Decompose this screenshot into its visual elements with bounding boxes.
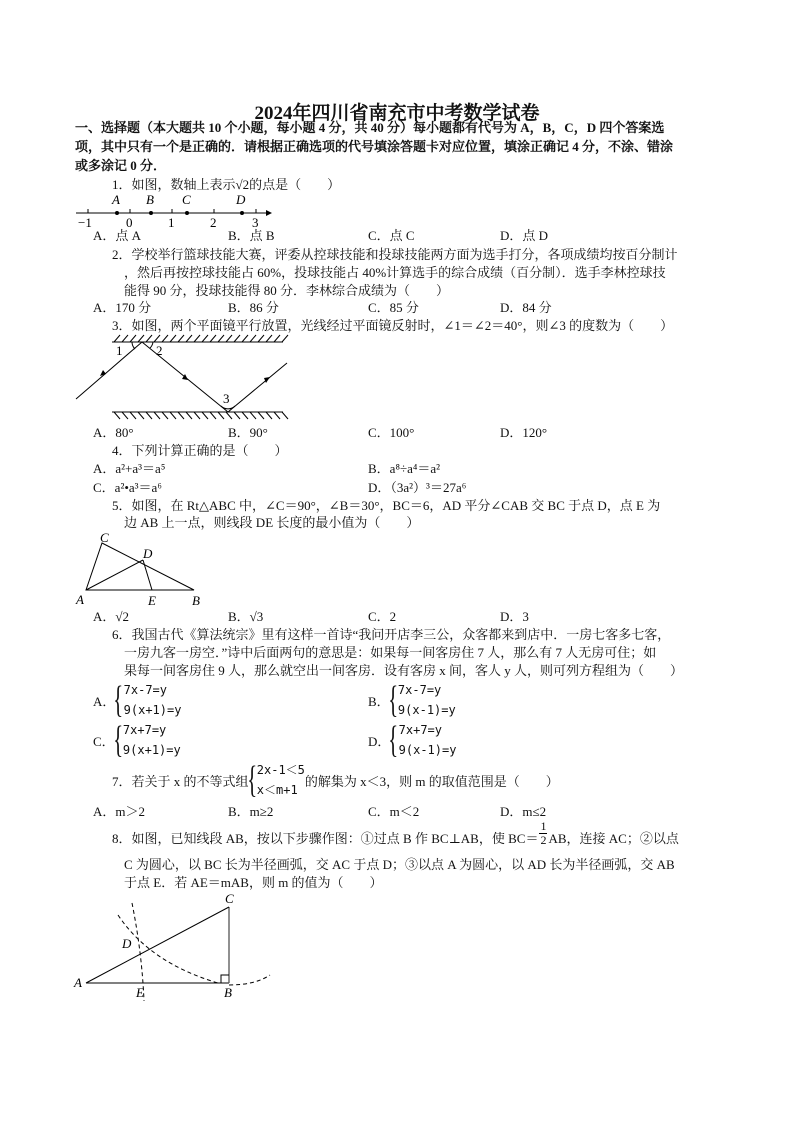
option-d[interactable]: D．m≤2 xyxy=(500,804,547,819)
mirror-hatch xyxy=(154,335,160,342)
brace-icon: { xyxy=(387,679,398,721)
option-b[interactable]: B．86 分 xyxy=(228,300,279,315)
section-instructions-line: 项，其中只有一个是正确的．请根据正确选项的代号填涂答题卡对应位置，填涂正确记 4 分，不涂、错涂 xyxy=(75,139,674,154)
equation: 7x+7=y xyxy=(398,723,442,737)
point-c: C xyxy=(225,891,234,906)
equation: 7x-7=y xyxy=(397,683,442,697)
mirror-hatch xyxy=(210,412,216,419)
equation: 9(x+1)=y xyxy=(123,703,182,717)
mirror-hatch xyxy=(130,412,136,419)
mirror-hatch xyxy=(170,412,176,419)
mirror-hatch xyxy=(282,335,288,342)
mirror-hatch xyxy=(194,335,200,342)
label-c: C xyxy=(182,192,191,207)
label-d: D xyxy=(236,192,246,207)
mirror-hatch xyxy=(242,335,248,342)
option-b[interactable]: B．点 B xyxy=(228,228,275,243)
question-3-stem: 3．如图，两个平面镜平行放置，光线经过平面镜反射时，∠1＝∠2＝40°，则∠3 的度数为（ ） xyxy=(112,318,674,333)
vertex-c: C xyxy=(100,530,109,545)
option-d[interactable]: D．（3a²）³＝27a⁶ xyxy=(368,480,467,495)
section-instructions-line: 或多涂记 0 分． xyxy=(75,158,167,173)
inequality: x＜m+1 xyxy=(256,783,298,797)
option-a[interactable] xyxy=(93,680,181,720)
mirror-hatch xyxy=(266,335,272,342)
point-e: E xyxy=(136,985,144,1000)
label-b: B xyxy=(146,192,154,207)
inequality: 2x-1＜5 xyxy=(256,763,305,777)
question-1-stem: 1．如图，数轴上表示√2的点是（ ） xyxy=(112,177,341,192)
option-b[interactable]: B．√3 xyxy=(228,609,264,624)
stem-text: 8．如图，已知线段 AB，按以下步骤作图：①过点 B 作 BC⊥AB，使 BC＝ xyxy=(112,830,539,846)
mirror-hatch xyxy=(282,412,288,419)
question-4-stem: 4．下列计算正确的是（ ） xyxy=(112,443,288,458)
question-6-stem: 6．我国古代《算法统宗》里有这样一首诗“我问开店李三公，众客都来到店中．一房七客多七客， xyxy=(112,627,671,642)
mirror-hatch xyxy=(146,412,152,419)
option-b[interactable]: B．m≥2 xyxy=(228,804,274,819)
mirror-hatch xyxy=(138,335,144,342)
brace-icon: { xyxy=(113,679,124,721)
mirror-hatch xyxy=(210,335,216,342)
mirror-hatch xyxy=(122,335,128,342)
option-label: B． xyxy=(368,693,390,709)
mirror-hatch xyxy=(234,412,240,419)
mirror-hatch xyxy=(194,412,200,419)
question-7-stem xyxy=(112,760,559,800)
mirror-hatch xyxy=(250,335,256,342)
tick-label: −1 xyxy=(78,215,92,230)
mirror-hatch xyxy=(202,412,208,419)
mirror-hatch xyxy=(178,335,184,342)
mirror-hatch xyxy=(130,335,136,342)
equation: 9(x-1)=y xyxy=(398,743,457,757)
option-c[interactable]: C．点 C xyxy=(368,228,415,243)
mirror-hatch xyxy=(122,412,128,419)
vertex-a: A xyxy=(76,592,84,607)
option-label: C． xyxy=(93,733,115,749)
mirror-hatch xyxy=(274,335,280,342)
tick-label: 2 xyxy=(210,215,217,230)
fraction-denominator: 2 xyxy=(540,833,547,847)
brace-icon: { xyxy=(112,719,123,761)
mirror-hatch xyxy=(162,335,168,342)
mirror-hatch xyxy=(226,335,232,342)
stem-text: 7．若关于 x 的不等式组 xyxy=(112,773,249,789)
question-2-stem: 能得 90 分，投球技能得 80 分．李林综合成绩为（ ） xyxy=(124,283,450,298)
point-b: B xyxy=(224,985,232,1000)
mirror-hatch xyxy=(186,412,192,419)
mirror-hatch xyxy=(186,335,192,342)
option-a[interactable]: A．a²+a³＝a⁵ xyxy=(93,461,166,476)
option-d[interactable]: D．点 D xyxy=(500,228,549,243)
angle-2-label: 2 xyxy=(156,343,163,358)
point-c xyxy=(185,211,189,215)
mirror-hatch xyxy=(114,335,120,342)
equation: 7x+7=y xyxy=(122,723,167,737)
mirror-hatch xyxy=(162,412,168,419)
option-d[interactable]: D．3 xyxy=(500,609,529,624)
brace-icon: { xyxy=(246,759,257,801)
brace-icon: { xyxy=(388,719,399,761)
section-instructions-line: 一、选择题（本大题共 10 个小题，每小题 4 分，共 40 分）每小题都有代号为 A，B，C，D 四个答案选 xyxy=(75,120,665,135)
label-a: A xyxy=(112,192,120,207)
option-a[interactable]: A．80° xyxy=(93,425,134,440)
option-c[interactable]: C．m＜2 xyxy=(368,804,420,819)
mirror-hatch xyxy=(154,412,160,419)
mirror-hatch xyxy=(258,335,264,342)
option-d[interactable] xyxy=(368,720,456,760)
mirror-hatch xyxy=(178,412,184,419)
point-e: E xyxy=(148,593,156,608)
stem-text: 的解集为 x＜3，则 m 的取值范围是（ ） xyxy=(304,773,559,789)
option-c[interactable]: C．85 分 xyxy=(368,300,419,315)
mirror-hatch xyxy=(250,412,256,419)
option-d[interactable]: D．84 分 xyxy=(500,300,552,315)
mirror-hatch xyxy=(218,412,224,419)
equation: 9(x+1)=y xyxy=(122,743,181,757)
tick-label: 3 xyxy=(252,215,259,230)
mirror-hatch xyxy=(226,412,232,419)
angle-1-label: 1 xyxy=(116,343,123,358)
point-d: D xyxy=(122,936,132,951)
point-a: A xyxy=(74,975,82,990)
question-5-stem: 5．如图，在 Rt△ABC 中，∠C＝90°，∠B＝30°，BC＝6，AD 平分∠CAB 交 BC 于点 D，点 E 为 xyxy=(112,498,661,513)
mirror-hatch xyxy=(234,335,240,342)
number-line-figure xyxy=(70,192,270,232)
option-b[interactable]: B．a⁸÷a⁴＝a² xyxy=(368,461,441,476)
question-8-stem xyxy=(112,819,679,847)
equation: 9(x-1)=y xyxy=(397,703,456,717)
equation: 7x-7=y xyxy=(123,683,167,697)
mirror-hatch xyxy=(202,335,208,342)
triangle-figure xyxy=(70,530,210,610)
mirror-hatch xyxy=(242,412,248,419)
mirror-hatch xyxy=(114,412,120,419)
question-6-stem: 果每一间客房住 9 人，那么就空出一间客房．设有客房 x 间，客人 y 人，则可列方程组为（ ） xyxy=(124,663,684,678)
question-2-stem: 2．学校举行篮球技能大赛，评委从控球技能和投球技能两方面为选手打分，各项成绩均按百分制计 xyxy=(112,247,678,262)
fraction xyxy=(539,820,547,847)
mirror-reflection-figure xyxy=(70,332,290,422)
vertex-b: B xyxy=(192,593,200,608)
stem-text: AB，连接 AC；②以点 xyxy=(548,830,679,846)
option-d[interactable]: D．120° xyxy=(500,425,548,440)
mirror-hatch xyxy=(266,412,272,419)
question-6-stem: 一房九客一房空．”诗中后面两句的意思是：如果每一间客房住 7 人，那么有 7 人无房可住；如 xyxy=(124,645,657,660)
option-c[interactable] xyxy=(93,720,181,760)
question-8-stem: C 为圆心，以 BC 长为半径画弧，交 AC 于点 D；③以点 A 为圆心，以 AD 长为半径画弧，交 AB xyxy=(124,857,675,872)
question-2-stem: ，然后再按控球技能占 60%，投球技能占 40%计算选手的综合成绩（百分制）．选手李林控球技 xyxy=(124,265,666,280)
option-a[interactable]: A．√2 xyxy=(93,609,130,624)
mirror-hatch xyxy=(258,412,264,419)
angle-3-label: 3 xyxy=(223,391,230,406)
option-label: A． xyxy=(93,693,116,709)
tick-label: 0 xyxy=(126,215,133,230)
option-c[interactable]: C．2 xyxy=(368,609,397,624)
question-8-stem: 于点 E．若 AE＝mAB，则 m 的值为（ ） xyxy=(124,875,383,890)
fraction-numerator: 1 xyxy=(540,819,547,833)
mirror-hatch xyxy=(138,412,144,419)
option-label: D． xyxy=(368,733,391,749)
option-a[interactable]: A．170 分 xyxy=(93,300,152,315)
mirror-hatch xyxy=(218,335,224,342)
point-d xyxy=(240,211,244,215)
option-a[interactable]: A．m＞2 xyxy=(93,804,146,819)
construction-figure xyxy=(70,893,290,1013)
question-5-stem: 边 AB 上一点，则线段 DE 长度的最小值为（ ） xyxy=(124,515,420,530)
point-a xyxy=(115,211,119,215)
option-a[interactable]: A．点 A xyxy=(93,228,142,243)
option-c[interactable]: C．a²•a³＝a⁶ xyxy=(93,480,162,495)
option-b[interactable]: B．90° xyxy=(228,425,268,440)
option-b[interactable] xyxy=(368,680,456,720)
mirror-hatch xyxy=(146,335,152,342)
page-title: 2024年四川省南充市中考数学试卷 xyxy=(254,103,540,124)
mirror-hatch xyxy=(274,412,280,419)
point-b xyxy=(149,211,153,215)
point-d: D xyxy=(143,546,153,561)
tick-label: 1 xyxy=(168,215,175,230)
option-c[interactable]: C．100° xyxy=(368,425,415,440)
mirror-hatch xyxy=(170,335,176,342)
